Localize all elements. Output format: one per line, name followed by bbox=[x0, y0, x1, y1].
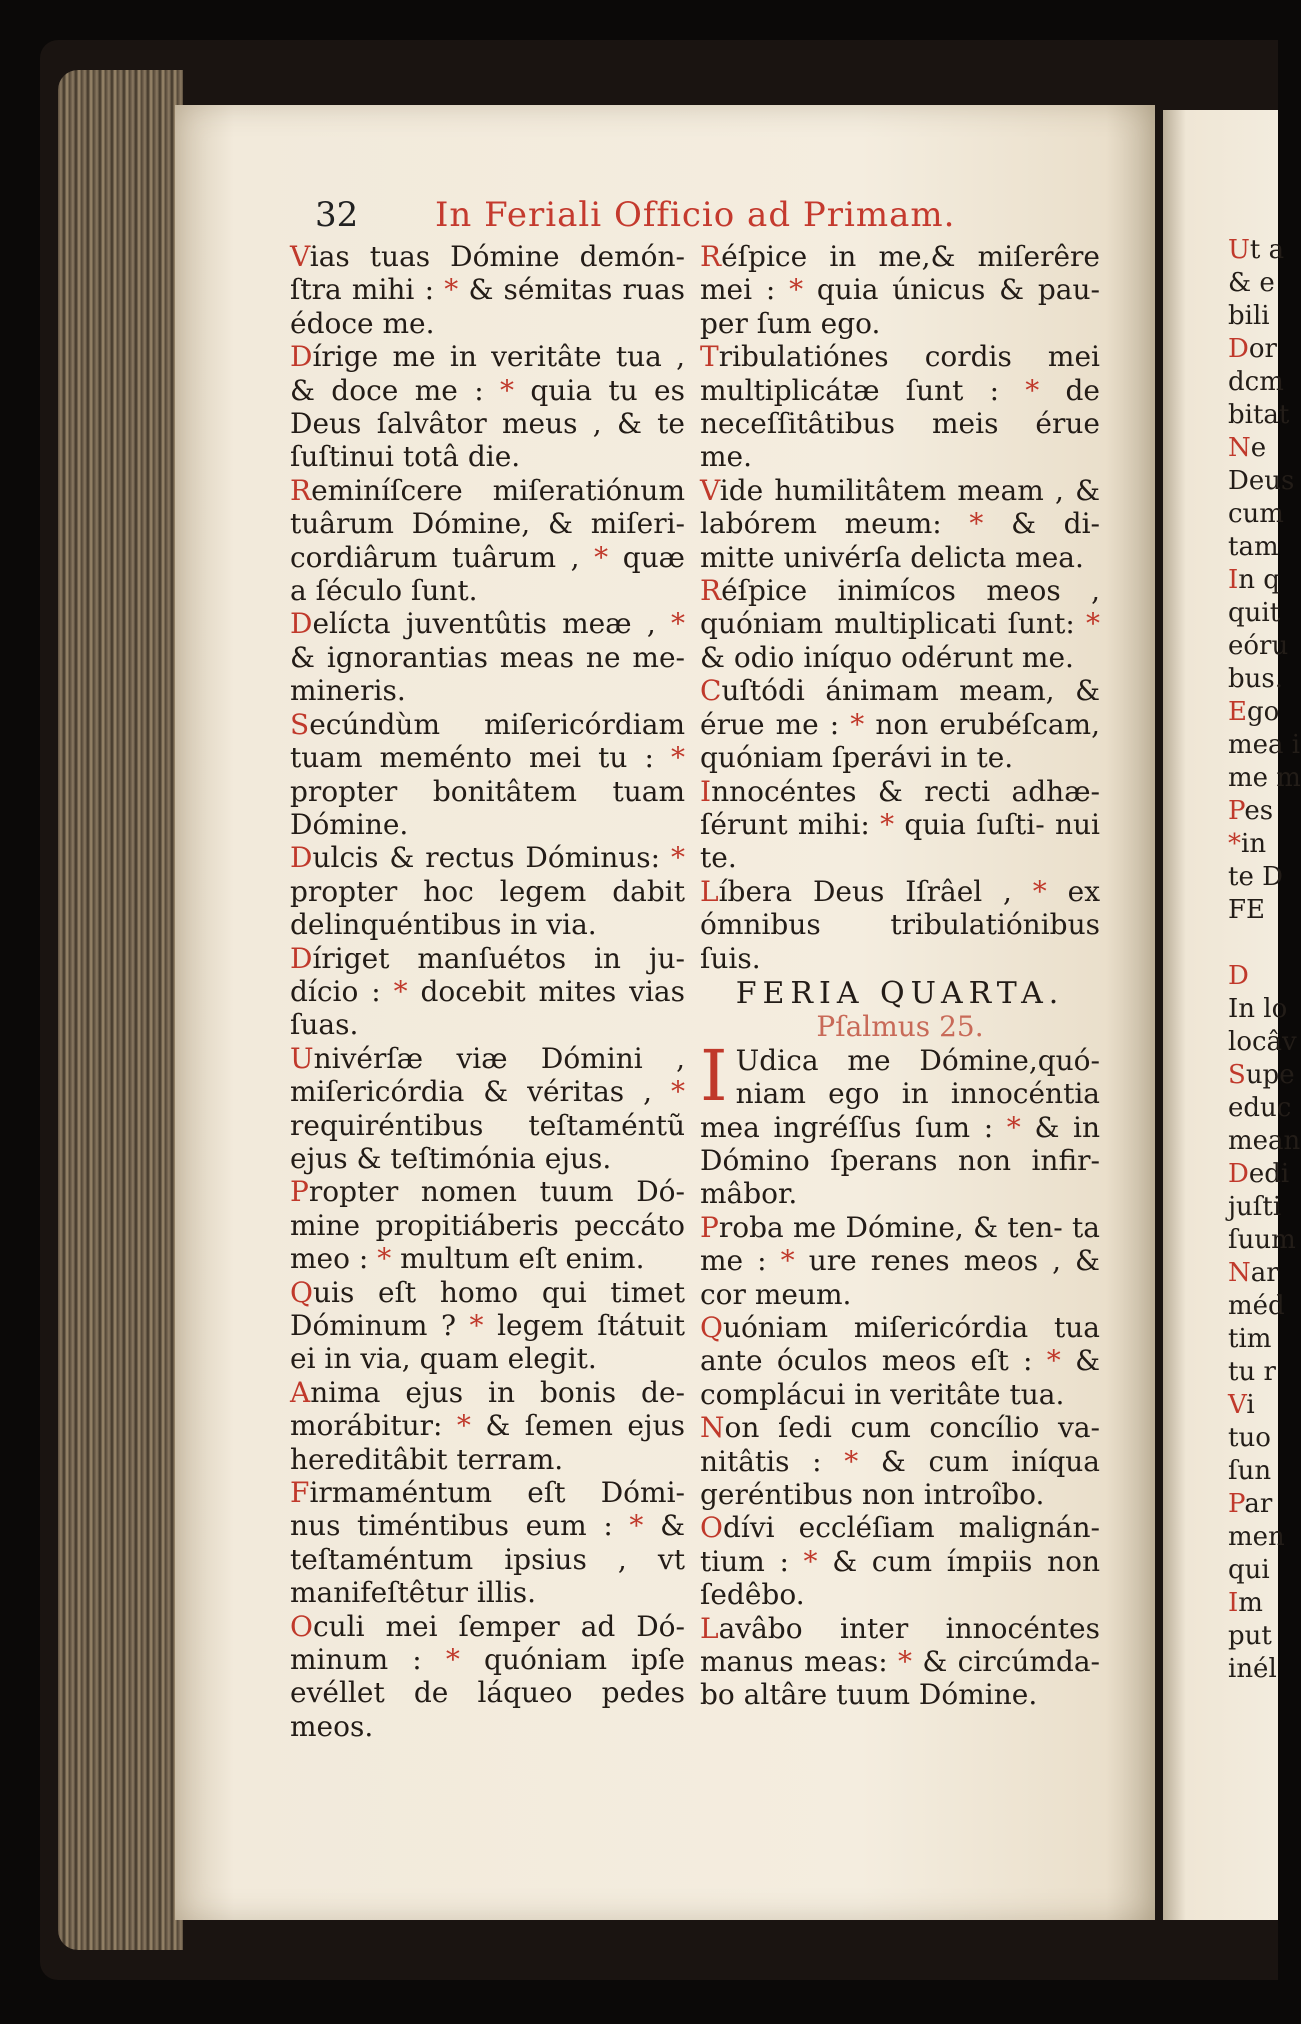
facing-page-line bbox=[1228, 1489, 1288, 1519]
facing-text: tuo bbox=[1228, 1423, 1271, 1453]
facing-text: ſuum bbox=[1228, 1225, 1296, 1255]
facing-initial: N bbox=[1228, 433, 1251, 463]
verse-text: íriget manſuétos in ju- dício : bbox=[290, 941, 685, 1008]
verse-text: dívi eccléſiam malignán- tium : bbox=[700, 1511, 1100, 1578]
verse bbox=[700, 1311, 1100, 1411]
asterisk-mark: * bbox=[434, 273, 469, 307]
verse-initial: T bbox=[700, 340, 719, 374]
verse-text-continued: docebit mites vias ſuas. bbox=[290, 974, 685, 1042]
facing-text: in bbox=[1241, 829, 1267, 859]
facing-text: tim bbox=[1228, 1324, 1272, 1354]
verse-text: ropter nomen tuum Dó- mine propitiáberis peccáto meo : bbox=[290, 1175, 685, 1276]
asterisk-mark: * bbox=[483, 373, 531, 407]
facing-text: es bbox=[1244, 796, 1274, 826]
verse-text-continued: requiréntibus teſtaméntũ ejus & teſtimónia ejus. bbox=[290, 1108, 685, 1175]
verse-text-continued: & circúmda- bo altâre tuum Dómine. bbox=[700, 1645, 1100, 1712]
verse-text-continued: multum eſt enim. bbox=[400, 1242, 645, 1276]
facing-page-line bbox=[1228, 1621, 1288, 1651]
verse bbox=[700, 674, 1100, 774]
facing-page-line bbox=[1228, 1225, 1296, 1255]
facing-page-line bbox=[1228, 268, 1288, 298]
verse-initial: C bbox=[700, 674, 722, 708]
facing-text: juſti bbox=[1228, 1192, 1282, 1222]
facing-page-line bbox=[1228, 664, 1288, 694]
page-header bbox=[315, 195, 1115, 235]
verse-initial: L bbox=[700, 874, 719, 908]
facing-text: bili bbox=[1228, 301, 1270, 331]
verse-text-continued: quia ſuſti- nui te. bbox=[700, 807, 1100, 875]
verse bbox=[700, 340, 1100, 474]
verse-text-continued: ure renes meos , & cor meum. bbox=[700, 1244, 1100, 1311]
facing-page-line bbox=[1228, 829, 1288, 859]
facing-page-line bbox=[1228, 1159, 1288, 1189]
verse-text: ias tuas Dómine demón- ſtra mihi : bbox=[290, 240, 685, 307]
verse bbox=[700, 1034, 1100, 1211]
facing-text: & e bbox=[1228, 268, 1275, 298]
verse-text: éſpice in me,& miſerêre mei : bbox=[700, 240, 1100, 307]
verse-text: ide humilitâtem meam , & labórem meum: bbox=[700, 473, 1100, 541]
running-title: In Feriali Officio ad Primam. bbox=[435, 195, 956, 235]
facing-page-line bbox=[1228, 1423, 1288, 1453]
verse-text: irmaméntum eſt Dómi- nus timéntibus eum : bbox=[290, 1476, 685, 1543]
asterisk-mark: * bbox=[660, 841, 686, 875]
asterisk-mark: * bbox=[652, 1075, 685, 1109]
facing-text: go bbox=[1246, 697, 1280, 727]
facing-page-line bbox=[1228, 631, 1288, 661]
verse-text: ecúndùm miſericórdiam tuam meménto mei tu : bbox=[290, 707, 685, 775]
verse bbox=[700, 474, 1100, 574]
verse-text-continued: quia tu es Deus ſalvâtor meus , & te ſuſtinui totâ die. bbox=[290, 373, 685, 474]
asterisk-mark: * bbox=[368, 1242, 401, 1276]
facing-page-line bbox=[1228, 895, 1288, 925]
facing-text: i bbox=[1246, 1390, 1255, 1420]
verse-initial: I bbox=[700, 774, 712, 808]
facing-text: e bbox=[1250, 433, 1267, 463]
verse-text-continued: quæ a ſéculo ſunt. bbox=[290, 540, 685, 608]
facing-page-line bbox=[1228, 763, 1301, 793]
verse bbox=[290, 1175, 685, 1275]
verse-text: írige me in veritâte tua , & doce me : bbox=[290, 340, 685, 407]
facing-text: mean bbox=[1228, 1126, 1301, 1156]
verse-initial: O bbox=[290, 1609, 313, 1643]
facing-text: cum bbox=[1228, 499, 1284, 529]
page-number: 32 bbox=[315, 195, 359, 235]
verse-text: nnocéntes & recti adhæ- ſérunt mihi: bbox=[700, 774, 1100, 841]
facing-page-line bbox=[1228, 697, 1288, 727]
facing-initial: * bbox=[1228, 829, 1241, 859]
verse-text-continued: ex ómnibus tribulatiónibus ſuis. bbox=[700, 874, 1101, 975]
verse-text: uſtódi ánimam meam, & érue me : bbox=[700, 674, 1100, 741]
facing-text: quit bbox=[1228, 598, 1281, 628]
facing-page-line bbox=[1228, 862, 1288, 892]
verse bbox=[700, 1411, 1100, 1511]
psalm-title: Pſalmus 25. bbox=[816, 1010, 984, 1044]
verse-text-continued: & di- mitte univérſa delicta mea. bbox=[700, 507, 1100, 574]
verse-text: éſpice inimícos meos , quóniam multiplicati ſunt: bbox=[700, 574, 1100, 641]
asterisk-mark: * bbox=[1074, 607, 1101, 641]
verse-initial: Q bbox=[700, 1311, 723, 1344]
facing-page-line bbox=[1228, 1555, 1288, 1585]
facing-page-line bbox=[1228, 1093, 1292, 1123]
verse bbox=[700, 775, 1100, 875]
facing-page-line bbox=[1228, 466, 1295, 496]
facing-page-line bbox=[1228, 301, 1288, 331]
verse bbox=[290, 474, 685, 608]
verse-initial: D bbox=[290, 607, 313, 641]
verse-text-continued: propter hoc legem dabit delinquéntibus in via. bbox=[290, 874, 685, 942]
verse-initial: D bbox=[290, 841, 313, 875]
facing-page-line bbox=[1228, 994, 1288, 1024]
facing-page-line bbox=[1228, 532, 1288, 562]
verse-text: uóniam miſericórdia tua ante óculos meos eſt : bbox=[700, 1311, 1100, 1378]
facing-page-line bbox=[1228, 1258, 1288, 1288]
facing-page-line bbox=[1228, 1126, 1301, 1156]
facing-page-line bbox=[1228, 433, 1288, 463]
verse-text: avâbo inter innocéntes manus meas: bbox=[700, 1611, 1100, 1679]
verse bbox=[290, 240, 685, 340]
verse-text-continued: non erubéſcam, quóniam ſperávi in te. bbox=[700, 707, 1100, 775]
facing-text: méd bbox=[1228, 1291, 1285, 1321]
facing-text: inél bbox=[1228, 1654, 1277, 1684]
facing-text: m bbox=[1238, 1588, 1263, 1618]
verse bbox=[290, 942, 685, 1042]
facing-page-line bbox=[1228, 565, 1288, 595]
asterisk-mark: * bbox=[442, 1409, 486, 1443]
asterisk-mark: * bbox=[380, 974, 421, 1008]
verse-text: uis eſt homo qui timet Dóminum ? bbox=[290, 1275, 685, 1342]
verse-initial: R bbox=[700, 574, 722, 608]
verse-text-continued: quóniam ipſe evéllet de láqueo pedes meos. bbox=[290, 1643, 685, 1743]
verse-text-continued: & complácui in veritâte tua. bbox=[700, 1344, 1100, 1411]
asterisk-mark: * bbox=[1011, 874, 1068, 908]
facing-text: In lo bbox=[1228, 994, 1288, 1024]
facing-page-line bbox=[1228, 1192, 1288, 1222]
asterisk-mark: * bbox=[999, 373, 1066, 407]
verse-initial: U bbox=[290, 1041, 314, 1075]
verse bbox=[290, 340, 685, 474]
facing-text: n q bbox=[1238, 565, 1280, 595]
asterisk-mark: * bbox=[775, 273, 817, 307]
asterisk-mark: * bbox=[455, 1309, 498, 1342]
verse bbox=[290, 607, 685, 707]
facing-page-line bbox=[1228, 367, 1288, 397]
verse-initial: V bbox=[290, 240, 310, 273]
verse-initial: P bbox=[700, 1210, 719, 1244]
verse-text: roba me Dómine, & ten- ta me : bbox=[700, 1210, 1100, 1278]
facing-page-line bbox=[1228, 1324, 1288, 1354]
facing-text: eóru bbox=[1228, 631, 1289, 661]
verse-text-continued: quia únicus & pau- per ſum ego. bbox=[700, 273, 1100, 340]
asterisk-mark: * bbox=[941, 507, 1012, 541]
verse-initial: R bbox=[290, 473, 312, 507]
facing-text: ſun bbox=[1228, 1456, 1272, 1486]
asterisk-mark: * bbox=[788, 1544, 833, 1578]
facing-text: ar bbox=[1250, 1258, 1279, 1288]
facing-page-line bbox=[1228, 598, 1288, 628]
verse bbox=[290, 1476, 685, 1610]
facing-initial: D bbox=[1228, 334, 1249, 364]
verse-initial: D bbox=[290, 340, 313, 374]
verse-initial: P bbox=[290, 1175, 309, 1209]
facing-page-line bbox=[1228, 400, 1288, 430]
facing-page-line bbox=[1228, 1654, 1288, 1684]
verse-text-continued: & sémitas ruas édoce me. bbox=[290, 273, 686, 340]
facing-page-line bbox=[1228, 730, 1301, 760]
facing-page-line bbox=[1228, 1390, 1288, 1420]
verse-initial: D bbox=[290, 941, 313, 975]
verse bbox=[700, 1511, 1100, 1611]
asterisk-mark: * bbox=[839, 707, 876, 741]
verse-text-continued: & ignorantias meas ne me- mineris. bbox=[290, 640, 685, 708]
verse-text-continued: & odio iníquo odérunt me. bbox=[700, 640, 1074, 674]
facing-page-line bbox=[1228, 1027, 1297, 1057]
facing-initial: P bbox=[1228, 1489, 1245, 1519]
facing-text: edi bbox=[1248, 1159, 1290, 1189]
facing-initial: V bbox=[1228, 1390, 1247, 1420]
asterisk-mark: * bbox=[766, 1244, 809, 1278]
asterisk-mark: * bbox=[653, 741, 685, 775]
facing-initial: S bbox=[1228, 1060, 1246, 1090]
facing-text: or bbox=[1248, 334, 1277, 364]
facing-page-fragment bbox=[1163, 110, 1301, 1920]
facing-text: locâv bbox=[1228, 1027, 1297, 1057]
asterisk-mark: * bbox=[655, 607, 685, 641]
feria-heading: FERIA QUARTA. bbox=[735, 975, 1065, 1011]
facing-text: bus. bbox=[1228, 664, 1283, 694]
verse-text-continued: legem ſtátuit ei in via, quam elegit. bbox=[290, 1309, 685, 1376]
asterisk-mark: * bbox=[1032, 1344, 1076, 1378]
verse bbox=[290, 841, 685, 941]
verse bbox=[290, 1376, 685, 1476]
verse-text: eminíſcere miſeratiónum tuârum Dómine, & miſeri- cordiârum tuârum , bbox=[290, 473, 685, 574]
facing-text: men bbox=[1228, 1522, 1285, 1552]
facing-text: educ bbox=[1228, 1093, 1292, 1123]
facing-text: te D bbox=[1228, 862, 1283, 892]
facing-initial: I bbox=[1228, 1588, 1239, 1618]
verse-initial: V bbox=[700, 473, 720, 507]
asterisk-mark: * bbox=[869, 807, 905, 841]
facing-text: bitat bbox=[1228, 400, 1290, 430]
facing-initial: E bbox=[1228, 697, 1247, 727]
facing-initial: D bbox=[1228, 1159, 1249, 1189]
verse-text: ulcis & rectus Dóminus: bbox=[312, 841, 661, 875]
verse-initial: R bbox=[700, 240, 722, 273]
facing-text: me m bbox=[1228, 763, 1301, 793]
facing-page-line bbox=[1228, 235, 1288, 265]
verse-initial: S bbox=[290, 707, 310, 741]
verse-text: culi mei ſemper ad Dó- minum : bbox=[290, 1609, 685, 1677]
verse bbox=[290, 1276, 685, 1376]
verse-text-continued: & cum iníqua geréntibus non introîbo. bbox=[700, 1444, 1100, 1512]
verse-text: nima ejus in bonis de- morábitur: bbox=[290, 1375, 685, 1443]
verse-text-continued: de neceſſitâtibus meis érue me. bbox=[700, 373, 1100, 474]
verse-text-continued: propter bonitâtem tuam Dómine. bbox=[290, 774, 685, 841]
facing-text: qui bbox=[1228, 1555, 1270, 1585]
verse bbox=[700, 240, 1100, 340]
verse bbox=[700, 1612, 1100, 1712]
facing-page-line bbox=[1228, 334, 1288, 364]
verse-initial: L bbox=[700, 1611, 719, 1645]
verse-text-continued: & in Dómino ſperans non infir- mâbor. bbox=[700, 1110, 1100, 1211]
verse-initial: A bbox=[290, 1375, 311, 1409]
facing-text: t a bbox=[1249, 235, 1285, 265]
verse-initial: Q bbox=[290, 1275, 313, 1309]
facing-initial: D bbox=[1228, 961, 1249, 991]
facing-text: upe bbox=[1245, 1060, 1295, 1090]
facing-text: mea i bbox=[1228, 730, 1301, 760]
facing-text: tu r bbox=[1228, 1357, 1276, 1387]
verse bbox=[700, 1211, 1100, 1311]
asterisk-mark: * bbox=[821, 1444, 881, 1478]
verse-text: íbera Deus Iſrâel , bbox=[718, 874, 1012, 908]
verse bbox=[290, 1042, 685, 1176]
asterisk-mark: * bbox=[993, 1110, 1035, 1144]
facing-page-line bbox=[1228, 1588, 1288, 1618]
verse-initial: F bbox=[290, 1476, 310, 1510]
verse-text: ribulatiónes cordis mei multiplicátæ ſunt : bbox=[700, 340, 1100, 407]
right-text-column bbox=[700, 240, 1100, 1712]
verse-text: elícta juventûtis meæ , bbox=[312, 607, 656, 641]
facing-page-line bbox=[1228, 796, 1288, 826]
verse-initial: N bbox=[700, 1411, 725, 1445]
facing-page-line bbox=[1228, 1522, 1288, 1552]
verse-text-continued: & teſtaméntum ipsius , vt manifeſtêtur illis. bbox=[290, 1509, 685, 1610]
page-edges bbox=[58, 70, 183, 1950]
facing-text: tam bbox=[1228, 532, 1279, 562]
facing-initial: U bbox=[1228, 235, 1250, 265]
left-text-column bbox=[290, 240, 685, 1743]
asterisk-mark: * bbox=[579, 540, 623, 574]
verse bbox=[700, 574, 1100, 674]
verse-text-continued: & cum ímpiis non ſedêbo. bbox=[700, 1544, 1100, 1612]
verse-text: nivérſæ viæ Dómini , miſericórdia & véritas , bbox=[290, 1041, 685, 1109]
facing-page-line bbox=[1228, 1060, 1295, 1090]
verse bbox=[290, 708, 685, 842]
asterisk-mark: * bbox=[887, 1645, 923, 1679]
asterisk-mark: * bbox=[612, 1509, 661, 1543]
verse-text-continued: & ſemen ejus hereditâbit terram. bbox=[290, 1409, 685, 1476]
verse bbox=[700, 875, 1100, 975]
facing-text: ar bbox=[1244, 1489, 1273, 1519]
facing-text: Deus bbox=[1228, 466, 1295, 496]
facing-page-line bbox=[1228, 1357, 1288, 1387]
facing-text: dcm bbox=[1228, 367, 1284, 397]
facing-page-line bbox=[1228, 1456, 1288, 1486]
facing-initial: N bbox=[1228, 1258, 1251, 1288]
asterisk-mark: * bbox=[421, 1643, 484, 1677]
facing-initial: P bbox=[1228, 796, 1245, 826]
facing-page-line bbox=[1228, 1291, 1288, 1321]
verse-initial: I bbox=[700, 1034, 728, 1117]
facing-page-line bbox=[1228, 499, 1288, 529]
facing-initial: I bbox=[1228, 565, 1239, 595]
verse-text: Udica me Dómine,quó- niam ego in innocéntia mea ingréſſus ſum : bbox=[700, 1043, 1100, 1144]
verse bbox=[290, 1610, 685, 1744]
facing-page-line bbox=[1228, 961, 1288, 991]
verse-text: on ſedi cum concílio va- nitâtis : bbox=[700, 1411, 1100, 1478]
facing-text: put bbox=[1228, 1621, 1272, 1651]
verse-initial: O bbox=[700, 1511, 723, 1545]
facing-text: FE bbox=[1228, 895, 1266, 925]
